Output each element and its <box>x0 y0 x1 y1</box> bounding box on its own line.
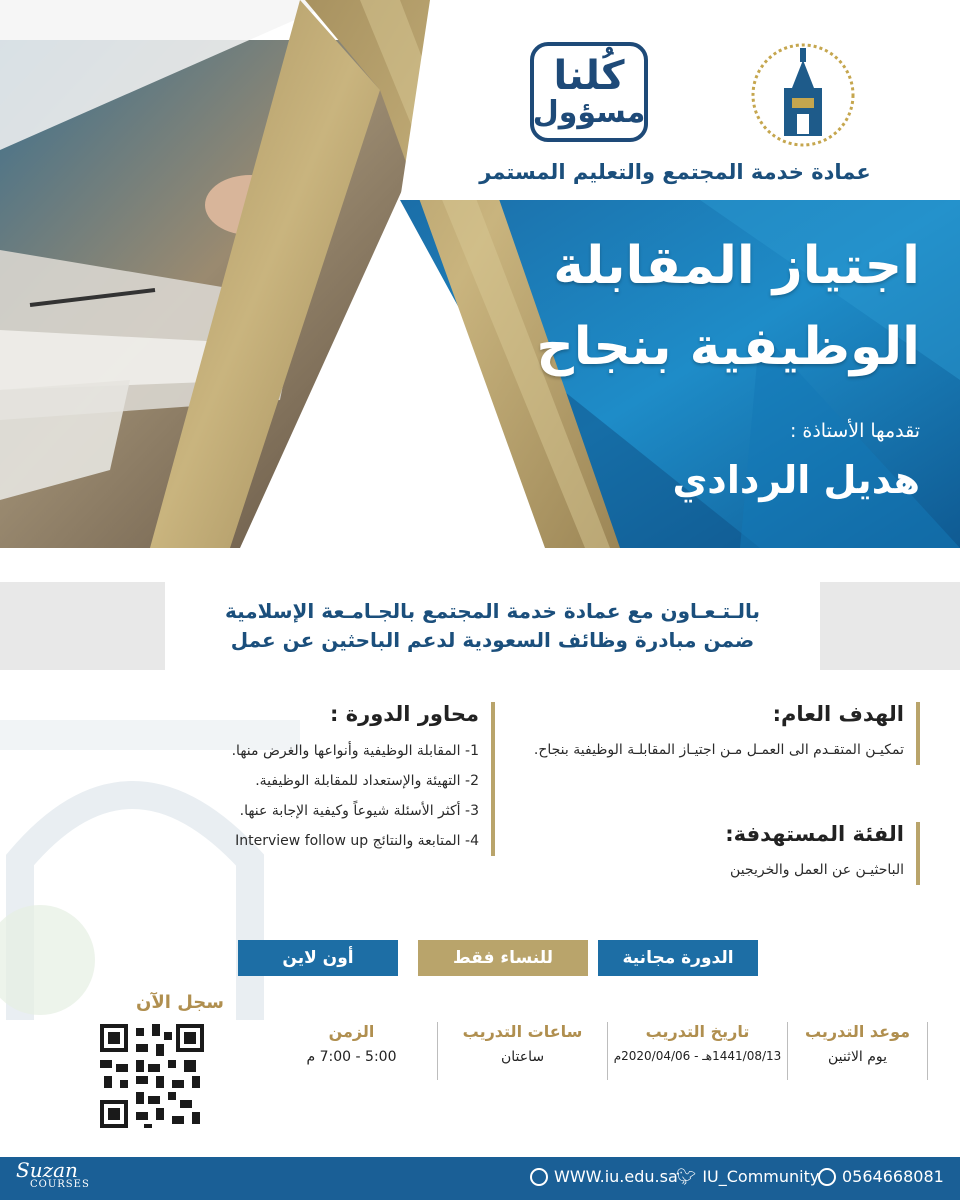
brand-logo <box>16 1160 90 1190</box>
training-hours <box>438 1022 608 1080</box>
campaign-logo <box>530 42 648 142</box>
collab-line1: بالـتـعـاون مع عمادة خدمة المجتمع بالجـامـعة الإسلامية <box>224 599 761 623</box>
women-only-badge: للنساء فقط <box>418 940 588 976</box>
training-day-value: يوم الاثنين <box>827 1049 888 1065</box>
axes-heading: محاور الدورة : <box>330 702 479 726</box>
footer-twitter[interactable] <box>676 1167 819 1186</box>
axes-item: 3- أكثر الأسئلة شيوعاً وكيفية الإجابة عنها. <box>239 803 479 819</box>
presenter-label: تقدمها الأستاذة : <box>789 420 920 442</box>
audience-section <box>530 822 920 885</box>
footer-website[interactable] <box>530 1167 678 1186</box>
globe-icon <box>530 1168 548 1186</box>
university-emblem <box>742 40 864 150</box>
website-url: WWW.iu.edu.sa <box>554 1167 678 1186</box>
deanship-name: عمادة خدمة المجتمع والتعليم المستمر <box>479 160 871 184</box>
goal-heading: الهدف العام: <box>772 702 904 726</box>
training-hours-heading: ساعات التدريب <box>462 1022 583 1041</box>
twitter-icon: 🐦︎ <box>676 1167 697 1186</box>
course-title <box>420 226 920 387</box>
axes-item: 4- المتابعة والنتائج Interview follow up <box>235 833 479 849</box>
online-badge: أون لاين <box>238 940 398 976</box>
axes-item: 2- التهيئة والإستعداد للمقابلة الوظيفية. <box>255 773 479 789</box>
phone-number: 0564668081 <box>842 1167 944 1186</box>
course-title-line2: الوظيفية بنجاح <box>536 316 920 377</box>
training-day <box>788 1022 928 1080</box>
training-time-heading: الزمن <box>328 1022 375 1041</box>
footer-phone[interactable] <box>818 1167 944 1186</box>
training-date-heading: تاريخ التدريب <box>645 1022 750 1041</box>
campaign-logo-line1: كُلنا <box>553 53 625 99</box>
registration-qr-code[interactable] <box>100 1024 204 1128</box>
training-time <box>266 1022 438 1080</box>
training-day-heading: موعد التدريب <box>804 1022 911 1041</box>
training-date <box>608 1022 788 1080</box>
brand-sub: COURSES <box>30 1179 90 1190</box>
axes-section <box>185 702 495 856</box>
training-time-value: 5:00 - 7:00 م <box>306 1049 397 1065</box>
course-title-line1: اجتياز المقابلة <box>553 236 920 296</box>
register-label: سجل الآن <box>136 992 224 1013</box>
goal-section <box>530 702 920 765</box>
training-hours-value: ساعتان <box>500 1049 545 1065</box>
audience-heading: الفئة المستهدفة: <box>725 822 904 846</box>
brand-name: Suzan <box>16 1158 78 1182</box>
goal-text: تمكيـن المتقـدم الى العمـل مـن اجتيـاز المقابلـة الوظيفية بنجاح. <box>533 742 904 758</box>
presenter-name: هديل الردادي <box>672 458 920 502</box>
audience-text: الباحثيـن عن العمل والخريجين <box>730 862 904 878</box>
axes-item: 1- المقابلة الوظيفية وأنواعها والغرض منها. <box>231 743 479 759</box>
campaign-logo-line2: مسؤول <box>532 95 646 130</box>
collab-line2: ضمن مبادرة وظائف السعودية لدعم الباحثين عن عمل <box>230 628 755 652</box>
collab-text <box>165 582 820 670</box>
training-date-value: 1441/08/13هـ - 2020/04/06م <box>613 1049 782 1063</box>
free-course-badge: الدورة مجانية <box>598 940 758 976</box>
qr-code-icon <box>100 1024 204 1128</box>
whatsapp-icon <box>818 1168 836 1186</box>
twitter-handle: IU_Community <box>702 1167 820 1186</box>
